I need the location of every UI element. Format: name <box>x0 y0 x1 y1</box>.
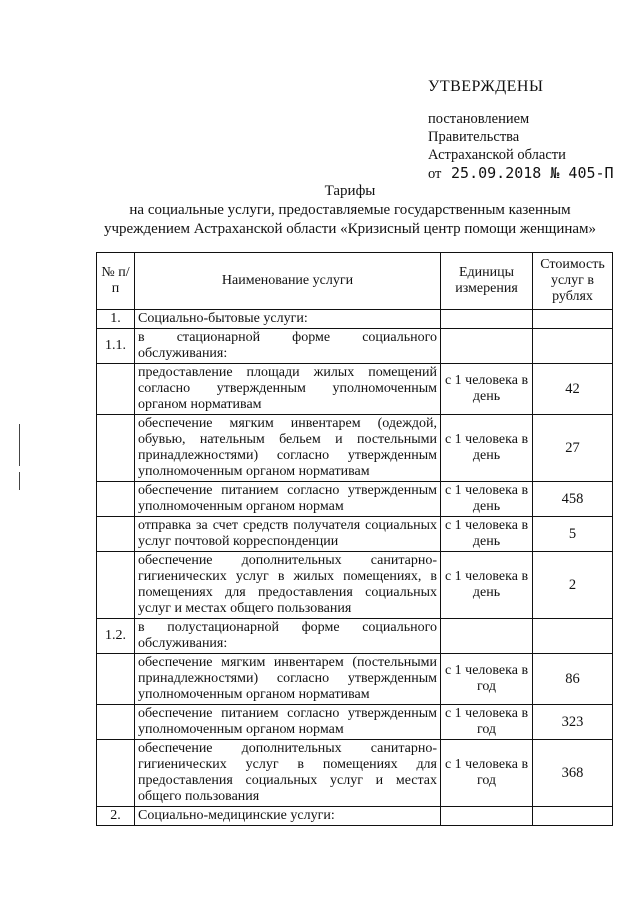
row-cost: 323 <box>533 705 613 740</box>
row-name: в стационарной форме социального обслуживания: <box>135 329 441 364</box>
table-row <box>97 807 613 826</box>
row-name: Социально-медицинские услуги: <box>135 807 441 826</box>
approval-line-1: постановлением <box>428 111 530 127</box>
row-cost <box>533 619 613 654</box>
row-unit: с 1 человека в день <box>441 552 533 619</box>
row-cost: 458 <box>533 482 613 517</box>
row-num <box>97 364 135 415</box>
table-row <box>97 329 613 364</box>
row-cost: 27 <box>533 415 613 482</box>
table-header-row <box>97 253 613 310</box>
row-unit <box>441 619 533 654</box>
approval-line-3: Астраханской области <box>428 147 566 163</box>
row-name: Социально-бытовые услуги: <box>135 310 441 329</box>
table-row <box>97 705 613 740</box>
table-row <box>97 740 613 807</box>
row-num <box>97 482 135 517</box>
document-title <box>80 182 620 239</box>
header-num: № п/п <box>97 253 135 310</box>
row-name: отправка за счет средств получателя социальных услуг почтовой корреспонденции <box>135 517 441 552</box>
row-cost: 86 <box>533 654 613 705</box>
row-cost <box>533 310 613 329</box>
row-num: 1. <box>97 310 135 329</box>
margin-mark <box>19 472 20 490</box>
row-cost: 2 <box>533 552 613 619</box>
row-name: обеспечение дополнительных санитарно-гигиенических услуг в помещениях для предоставления социальных услуг и местах общего пользования <box>135 740 441 807</box>
title-line-2: на социальные услуги, предоставляемые государственным казенным <box>129 202 571 218</box>
title-line-1: Тарифы <box>324 183 376 199</box>
header-unit: Единицы измерения <box>441 253 533 310</box>
title-line-3: учреждением Астраханской области «Кризисный центр помощи женщинам» <box>103 221 597 237</box>
row-unit: с 1 человека в день <box>441 415 533 482</box>
row-num: 1.2. <box>97 619 135 654</box>
row-name: обеспечение дополнительных санитарно-гигиенических услуг в жилых помещениях, в помещениях для предоставления социальных услуг и местах общего пользования <box>135 552 441 619</box>
row-num <box>97 552 135 619</box>
approval-date-value: 25.09.2018 № 405-П <box>451 164 614 182</box>
header-cost: Стоимость услуг в рублях <box>533 253 613 310</box>
row-unit: с 1 человека в год <box>441 740 533 807</box>
row-cost: 42 <box>533 364 613 415</box>
row-cost: 368 <box>533 740 613 807</box>
row-name: в полустационарной форме социального обслуживания: <box>135 619 441 654</box>
row-num <box>97 415 135 482</box>
row-cost: 5 <box>533 517 613 552</box>
table-row <box>97 415 613 482</box>
row-unit: с 1 человека в год <box>441 654 533 705</box>
row-num <box>97 740 135 807</box>
row-unit: с 1 человека в день <box>441 482 533 517</box>
row-unit: с 1 человека в день <box>441 364 533 415</box>
row-name: обеспечение мягким инвентарем (постельными принадлежностями) согласно утвержденным уполномоченным органом нормативам <box>135 654 441 705</box>
table-row <box>97 364 613 415</box>
row-num <box>97 517 135 552</box>
row-unit <box>441 310 533 329</box>
table-row <box>97 517 613 552</box>
approval-date-line <box>428 164 628 183</box>
row-num <box>97 654 135 705</box>
table-row <box>97 310 613 329</box>
row-num: 2. <box>97 807 135 826</box>
approval-line-2: Правительства <box>428 129 520 145</box>
row-name: предоставление площади жилых помещений согласно утвержденным уполномоченным органом нормативам <box>135 364 441 415</box>
row-unit: с 1 человека в день <box>441 517 533 552</box>
row-num <box>97 705 135 740</box>
row-name: обеспечение мягким инвентарем (одеждой, обувью, нательным бельем и постельными принадлежностями) согласно утвержденным уполномоченным органом нормативам <box>135 415 441 482</box>
row-cost <box>533 329 613 364</box>
table-row <box>97 552 613 619</box>
approval-heading: УТВЕРЖДЕНЫ <box>428 78 544 95</box>
table-row <box>97 654 613 705</box>
row-cost <box>533 807 613 826</box>
row-unit <box>441 329 533 364</box>
approval-date-prefix: от <box>428 166 442 182</box>
header-name: Наименование услуги <box>135 253 441 310</box>
tariffs-table <box>96 252 613 826</box>
table-row <box>97 619 613 654</box>
row-unit: с 1 человека в год <box>441 705 533 740</box>
row-name: обеспечение питанием согласно утвержденным уполномоченным органом нормам <box>135 482 441 517</box>
row-name: обеспечение питанием согласно утвержденным уполномоченным органом нормам <box>135 705 441 740</box>
row-num: 1.1. <box>97 329 135 364</box>
margin-mark <box>19 424 20 466</box>
approval-block <box>428 78 628 183</box>
row-unit <box>441 807 533 826</box>
table-row <box>97 482 613 517</box>
